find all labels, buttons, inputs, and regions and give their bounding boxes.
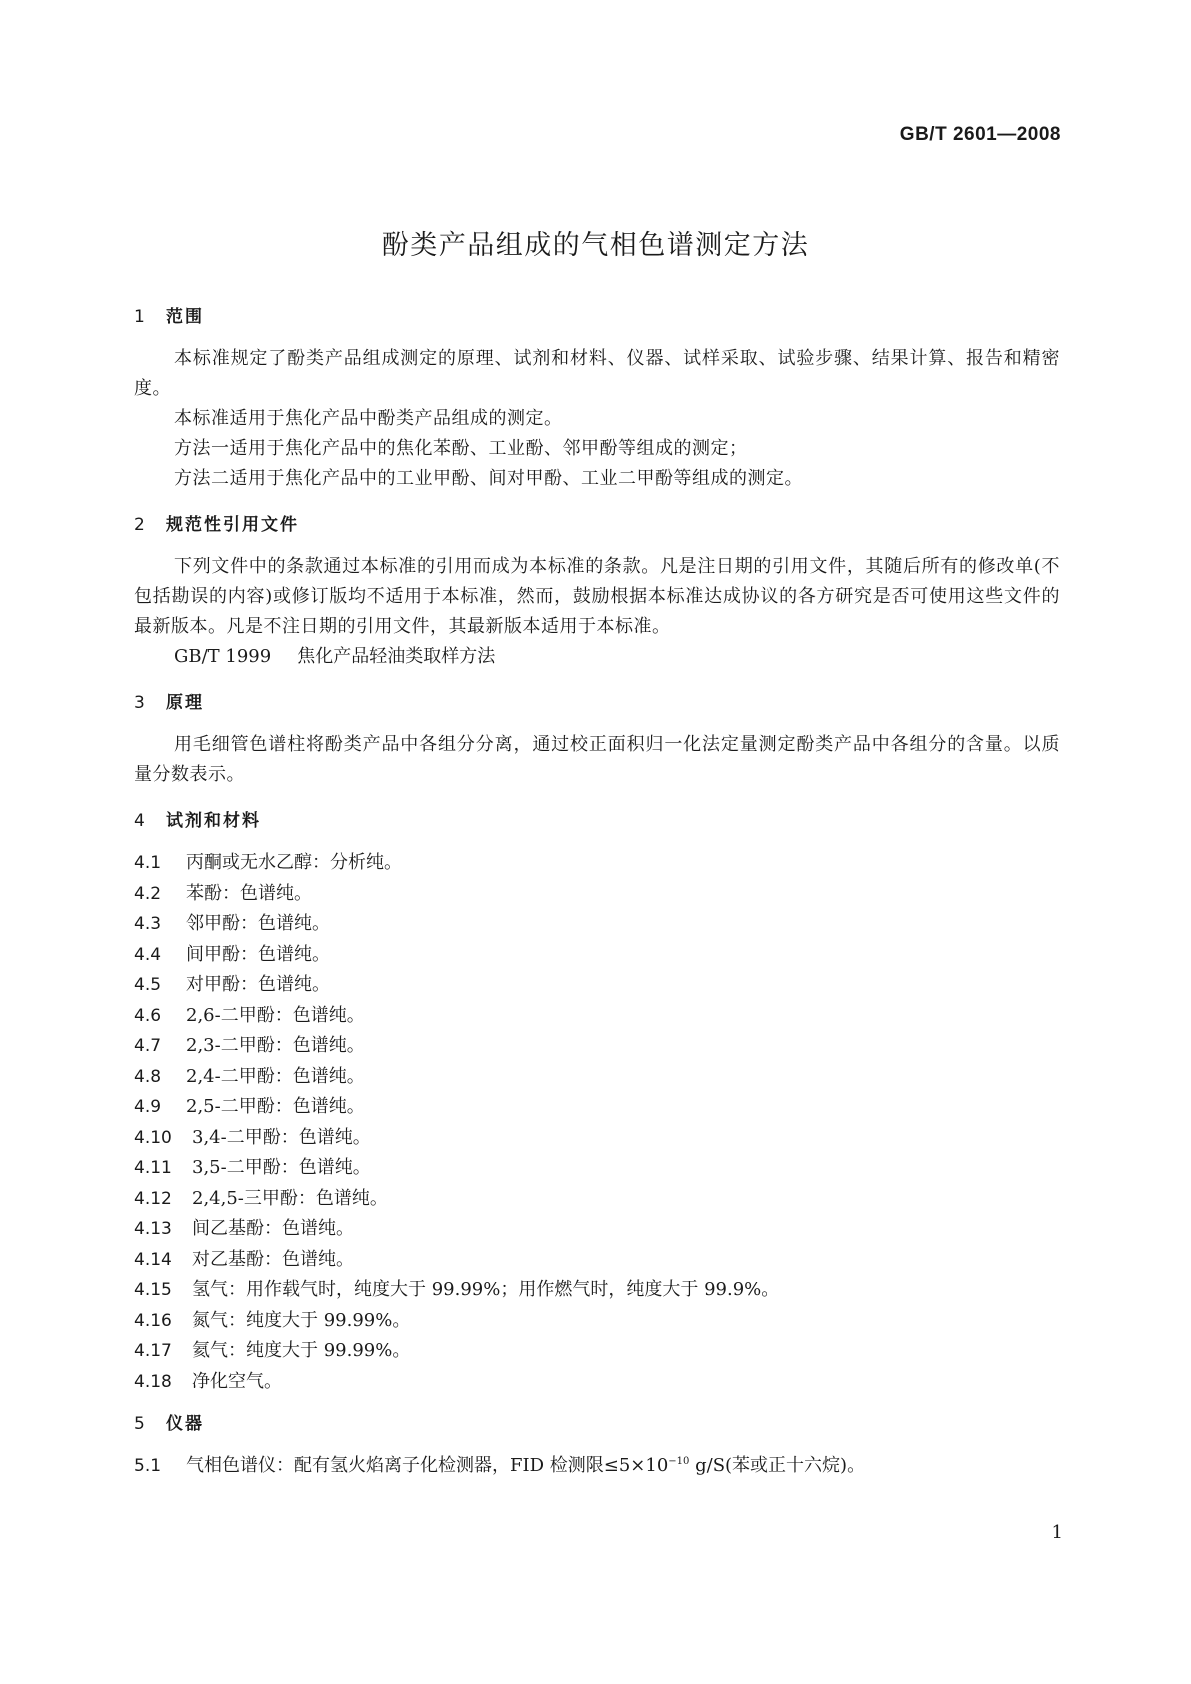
- section-number: 4: [134, 811, 145, 831]
- scope-paragraph-3: 方法一适用于焦化产品中的焦化苯酚、工业酚、邻甲酚等组成的测定；: [174, 438, 748, 459]
- document-body: [134, 302, 1060, 1482]
- scope-paragraph-4: 方法二适用于焦化产品中的工业甲酚、间对甲酚、工业二甲酚等组成的测定。: [174, 468, 803, 489]
- page-number: 1: [1051, 1522, 1063, 1543]
- reagent-item: 4.7 2,3-二甲酚：色谱纯。: [134, 1035, 365, 1056]
- section-number: 1: [134, 307, 145, 327]
- section-heading-scope: [134, 302, 1060, 332]
- principle-paragraph: 用毛细管色谱柱将酚类产品中各组分分离，通过校正面积归一化法定量测定酚类产品中各组分的含量。以质量分数表示。: [134, 734, 1060, 785]
- reagent-item: 4.1 丙酮或无水乙醇：分析纯。: [134, 852, 402, 873]
- section-title: 原理: [166, 693, 204, 713]
- standard-number: GB/T 2601—2008: [899, 124, 1061, 145]
- section-heading-normative-references: [134, 510, 1060, 540]
- section-number: 3: [134, 693, 145, 713]
- reagent-item: 4.14 对乙基酚：色谱纯。: [134, 1248, 354, 1270]
- reagent-item: 4.3 邻甲酚：色谱纯。: [134, 913, 330, 934]
- apparatus-item: 5.1 气相色谱仪：配有氢火焰离子化检测器，FID 检测限$\le 5\times 10^{-10}$ g/S(苯或正十六烷)。: [134, 1455, 866, 1476]
- reagent-item: 4.10 3,4-二甲酚：色谱纯。: [134, 1126, 371, 1148]
- reagent-item: 4.15 氢气：用作载气时，纯度大于 99.99%；用作燃气时，纯度大于 99.9%。: [134, 1279, 780, 1300]
- section-heading-apparatus: [134, 1409, 1060, 1439]
- reference-title: 焦化产品轻油类取样方法: [297, 646, 496, 667]
- reagent-item: 4.4 间甲酚：色谱纯。: [134, 943, 330, 965]
- reagent-item: 4.18 净化空气。: [134, 1370, 282, 1392]
- reference-code: GB/T 1999: [174, 646, 272, 667]
- section-number: 5: [134, 1414, 145, 1434]
- section-heading-reagents: [134, 806, 1060, 836]
- exponent: −10: [668, 1456, 690, 1467]
- section-title: 范围: [166, 307, 204, 327]
- reagent-item: 4.6 2,6-二甲酚：色谱纯。: [134, 1004, 365, 1026]
- document-title: 酚类产品组成的气相色谱测定方法: [381, 230, 810, 261]
- reagent-item: 4.11 3,5-二甲酚：色谱纯。: [134, 1157, 371, 1178]
- references-paragraph: 下列文件中的条款通过本标准的引用而成为本标准的条款。凡是注日期的引用文件，其随后所有的修改单(不包括勘误的内容)或修订版均不适用于本标准，然而，鼓励根据本标准达成协议的各方研究是否可使用这些文件的最新版本。凡是不注日期的引用文件，其最新版本适用于本标准。: [134, 556, 1060, 637]
- reagent-item: 4.9 2,5-二甲酚：色谱纯。: [134, 1096, 365, 1117]
- reagent-item: 4.17 氦气：纯度大于 99.99%。: [134, 1340, 411, 1361]
- reagent-item: 4.8 2,4-二甲酚：色谱纯。: [134, 1065, 365, 1087]
- section-number: 2: [134, 515, 145, 535]
- reagent-item: 4.13 间乙基酚：色谱纯。: [134, 1218, 354, 1239]
- section-title: 仪器: [166, 1414, 204, 1434]
- section-title: 规范性引用文件: [166, 515, 299, 535]
- reagent-item: 4.12 2,4,5-三甲酚：色谱纯。: [134, 1187, 388, 1209]
- section-title: 试剂和材料: [166, 811, 261, 831]
- reagent-item: 4.2 苯酚：色谱纯。: [134, 882, 312, 904]
- reagent-item: 4.5 对甲酚：色谱纯。: [134, 974, 330, 995]
- scope-paragraph-1: 本标准规定了酚类产品组成测定的原理、试剂和材料、仪器、试样采取、试验步骤、结果计算、报告和精密度。: [134, 348, 1060, 399]
- reagent-item: 4.16 氮气：纯度大于 99.99%。: [134, 1309, 411, 1331]
- section-heading-principle: [134, 688, 1060, 718]
- scope-paragraph-2: 本标准适用于焦化产品中酚类产品组成的测定。: [174, 408, 563, 429]
- reference-entry: [134, 642, 1060, 672]
